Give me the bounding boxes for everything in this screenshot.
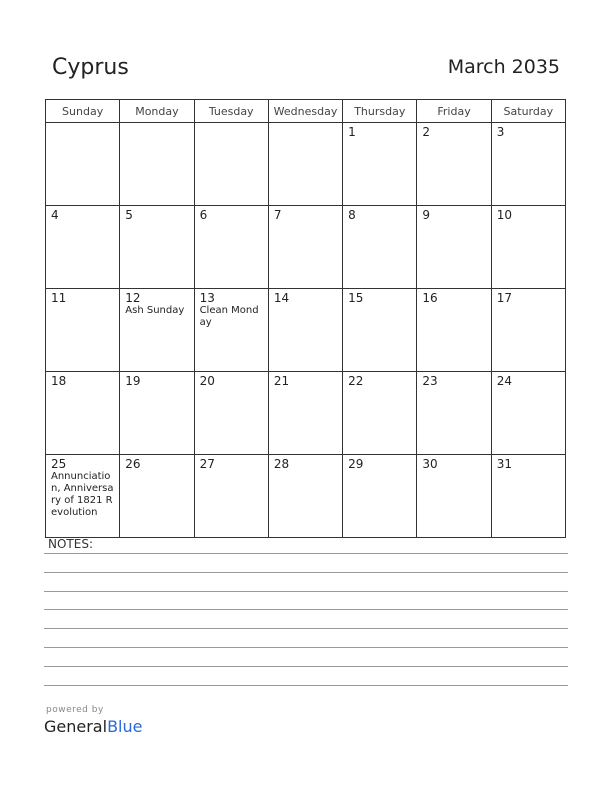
day-number: 15	[348, 291, 364, 305]
day-cell	[343, 289, 417, 372]
day-cell	[194, 289, 268, 372]
note-line	[44, 628, 568, 629]
day-number: 3	[496, 125, 505, 139]
day-cell	[417, 123, 491, 206]
day-cell	[46, 289, 120, 372]
day-cell	[120, 372, 194, 455]
day-number: 21	[273, 374, 290, 388]
day-cell	[268, 206, 342, 289]
day-cell	[417, 289, 491, 372]
week-row	[46, 123, 566, 206]
note-line	[44, 685, 568, 686]
day-number: 9	[422, 208, 431, 222]
day-cell	[120, 123, 194, 206]
day-number: 1	[348, 125, 356, 139]
day-cell	[268, 289, 342, 372]
holiday-label: Clean Monday	[199, 305, 259, 328]
day-number: 26	[125, 457, 141, 471]
day-number: 18	[51, 374, 67, 388]
day-cell	[268, 372, 342, 455]
weekday-header: Wednesday	[268, 100, 342, 123]
note-line	[44, 572, 568, 573]
day-number: 4	[51, 208, 59, 222]
weekday-header: Tuesday	[194, 100, 268, 123]
day-number: 8	[348, 208, 356, 222]
day-cell	[46, 123, 120, 206]
day-number: 28	[273, 457, 290, 471]
day-number: 11	[51, 291, 67, 305]
day-cell	[194, 372, 268, 455]
calendar-country-title: Cyprus	[52, 55, 129, 80]
day-number: 16	[422, 291, 438, 305]
day-number: 25	[51, 457, 67, 471]
day-cell	[194, 123, 268, 206]
logo-blue: Blue	[107, 717, 143, 736]
day-cell	[343, 206, 417, 289]
day-number: 27	[199, 457, 215, 471]
note-line	[44, 591, 568, 592]
day-cell	[343, 123, 417, 206]
day-cell	[491, 372, 565, 455]
day-number: 20	[199, 374, 215, 388]
day-number: 19	[125, 374, 141, 388]
week-row	[46, 372, 566, 455]
day-number: 31	[496, 457, 512, 471]
day-number: 10	[496, 208, 512, 222]
notes-label: NOTES:	[48, 537, 93, 551]
note-line	[44, 609, 568, 610]
day-number: 29	[348, 457, 364, 471]
day-cell	[343, 455, 417, 538]
weekday-header: Friday	[417, 100, 491, 123]
day-cell	[491, 289, 565, 372]
generalblue-logo[interactable]	[44, 717, 142, 736]
day-cell	[46, 372, 120, 455]
day-cell	[491, 455, 565, 538]
day-cell	[46, 455, 120, 538]
calendar-month-title: March 2035	[447, 56, 560, 78]
day-number: 17	[496, 291, 512, 305]
day-cell	[120, 206, 194, 289]
day-number: 30	[422, 457, 438, 471]
calendar-grid	[45, 99, 566, 538]
week-row	[46, 289, 566, 372]
day-cell	[417, 206, 491, 289]
week-row	[46, 455, 566, 538]
day-number: 7	[273, 208, 282, 222]
week-row	[46, 206, 566, 289]
day-number: 12	[125, 291, 141, 305]
logo-general: General	[44, 717, 108, 736]
day-cell	[491, 206, 565, 289]
day-number: 5	[125, 208, 133, 222]
day-number: 6	[199, 208, 208, 222]
day-cell	[46, 206, 120, 289]
day-cell	[491, 123, 565, 206]
day-number: 24	[496, 374, 512, 388]
holiday-label: Ash Sunday	[125, 305, 185, 316]
day-number: 23	[422, 374, 438, 388]
powered-by-text: powered by	[46, 705, 104, 715]
day-cell	[268, 123, 342, 206]
day-cell	[268, 455, 342, 538]
day-cell	[120, 289, 194, 372]
weekday-header-row	[46, 100, 566, 123]
note-line	[44, 553, 568, 554]
day-number: 14	[273, 291, 290, 305]
day-cell	[120, 455, 194, 538]
weekday-header: Saturday	[491, 100, 565, 123]
day-cell	[194, 206, 268, 289]
weekday-header: Monday	[120, 100, 194, 123]
day-number: 13	[199, 291, 215, 305]
note-line	[44, 666, 568, 667]
day-number: 22	[348, 374, 364, 388]
day-cell	[343, 372, 417, 455]
weekday-header: Sunday	[46, 100, 120, 123]
weekday-header: Thursday	[343, 100, 417, 123]
day-cell	[417, 372, 491, 455]
note-line	[44, 647, 568, 648]
day-cell	[194, 455, 268, 538]
day-number: 2	[422, 125, 431, 139]
day-cell	[417, 455, 491, 538]
holiday-label: Annunciation, Anniversary of 1821 Revolution	[51, 471, 114, 518]
